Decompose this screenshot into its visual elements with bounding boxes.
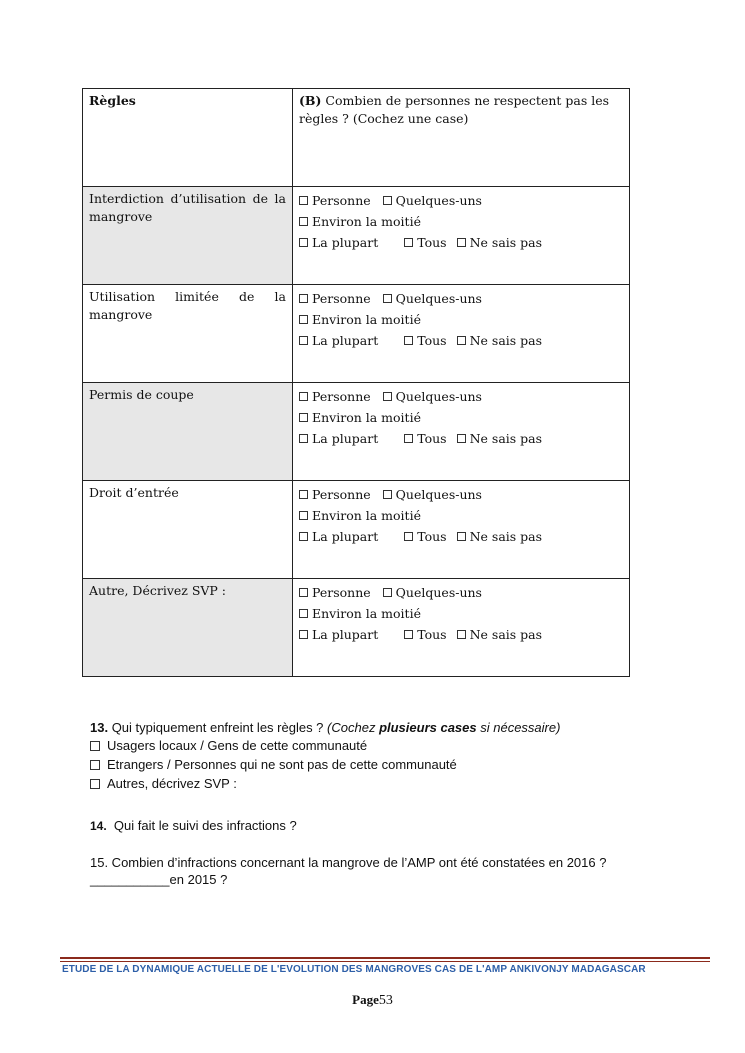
page-label: Page (352, 992, 379, 1007)
option-moitie[interactable] (299, 311, 421, 329)
checkbox[interactable] (404, 336, 413, 345)
page-number (0, 992, 745, 1009)
option-label: Personne (312, 584, 371, 600)
option-label: Quelques-uns (395, 290, 482, 306)
checkbox[interactable] (299, 392, 308, 401)
option-plupart[interactable] (299, 626, 378, 644)
option-moitie[interactable] (299, 605, 421, 623)
rule-label: Permis de coupe (83, 383, 293, 481)
option-label: Autres, décrivez SVP : (107, 776, 237, 791)
table-row (83, 579, 630, 677)
checkbox[interactable] (299, 434, 308, 443)
rule-label: Droit d’entrée (83, 481, 293, 579)
option-label: Quelques-uns (395, 486, 482, 502)
q13-option[interactable] (90, 757, 560, 772)
checkbox[interactable] (299, 588, 308, 597)
option-quelques[interactable] (383, 584, 482, 602)
option-label: La plupart (312, 528, 379, 544)
checkbox[interactable] (457, 238, 466, 247)
option-plupart[interactable] (299, 430, 378, 448)
checkbox[interactable] (299, 196, 308, 205)
table-header-row (83, 89, 630, 187)
answer-line: ___________en 2015 ? (90, 872, 228, 887)
q13-option[interactable] (90, 776, 560, 791)
options-cell (293, 187, 630, 285)
checkbox[interactable] (299, 532, 308, 541)
option-quelques[interactable] (383, 388, 482, 406)
option-label: La plupart (312, 626, 379, 642)
rules-table (82, 88, 630, 677)
option-label: Ne sais pas (469, 430, 543, 446)
option-quelques[interactable] (383, 192, 482, 210)
checkbox[interactable] (457, 630, 466, 639)
table-row (83, 285, 630, 383)
option-label: Ne sais pas (469, 332, 543, 348)
option-label: Ne sais pas (469, 234, 543, 250)
q13-option[interactable] (90, 738, 560, 753)
header-question-b: (B) Combien de personnes ne respectent pas les règles ? (Cochez une case) (293, 89, 630, 187)
option-quelques[interactable] (383, 290, 482, 308)
question-13 (90, 720, 560, 791)
footer-rule (60, 957, 710, 959)
checkbox[interactable] (383, 294, 392, 303)
question-text: Qui typiquement enfreint les règles ? (108, 720, 328, 735)
option-tous[interactable] (404, 234, 446, 252)
option-label: Quelques-uns (395, 388, 482, 404)
option-label: Etrangers / Personnes qui ne sont pas de cette communauté (107, 757, 457, 772)
checkbox[interactable] (457, 532, 466, 541)
option-label: Environ la moitié (312, 409, 421, 425)
option-label: Tous (417, 430, 447, 446)
option-label: La plupart (312, 234, 379, 250)
option-moitie[interactable] (299, 409, 421, 427)
options-cell (293, 285, 630, 383)
option-personne[interactable] (299, 192, 371, 210)
checkbox[interactable] (457, 336, 466, 345)
question-text: Qui fait le suivi des infractions ? (113, 818, 297, 833)
question-number: 14. (90, 819, 107, 833)
question-number: 13. (90, 720, 109, 735)
option-plupart[interactable] (299, 332, 378, 350)
rule-label: Utilisation limitée de la mangrove (83, 285, 293, 383)
option-personne[interactable] (299, 584, 371, 602)
checkbox[interactable] (299, 294, 308, 303)
option-personne[interactable] (299, 388, 371, 406)
question-text: 15. Combien d’infractions concernant la mangrove de l’AMP ont été constatées en 2016 ? (90, 855, 607, 870)
option-label: Tous (417, 528, 447, 544)
option-moitie[interactable] (299, 213, 421, 231)
checkbox[interactable] (90, 760, 100, 770)
checkbox[interactable] (383, 392, 392, 401)
option-ne-sais-pas[interactable] (457, 430, 542, 448)
checkbox[interactable] (299, 238, 308, 247)
option-label: Personne (312, 486, 371, 502)
option-label: Environ la moitié (312, 213, 421, 229)
table-row (83, 187, 630, 285)
checkbox[interactable] (404, 532, 413, 541)
checkbox[interactable] (299, 336, 308, 345)
checkbox[interactable] (404, 238, 413, 247)
option-ne-sais-pas[interactable] (457, 626, 542, 644)
option-label: Tous (417, 626, 447, 642)
option-label: Usagers locaux / Gens de cette communauté (107, 738, 368, 753)
checkbox[interactable] (299, 217, 308, 226)
checkbox[interactable] (90, 741, 100, 751)
option-label: La plupart (312, 332, 379, 348)
option-label: Tous (417, 332, 447, 348)
option-label: Personne (312, 388, 371, 404)
checkbox[interactable] (383, 196, 392, 205)
option-ne-sais-pas[interactable] (457, 234, 542, 252)
option-label: Tous (417, 234, 447, 250)
option-quelques[interactable] (383, 486, 482, 504)
question-15 (90, 855, 606, 887)
checkbox[interactable] (404, 434, 413, 443)
checkbox[interactable] (383, 588, 392, 597)
checkbox[interactable] (457, 434, 466, 443)
header-rules: Règles (83, 89, 293, 187)
option-moitie[interactable] (299, 507, 421, 525)
option-plupart[interactable] (299, 234, 378, 252)
hint: si nécessaire) (476, 720, 561, 735)
option-label: Environ la moitié (312, 311, 421, 327)
checkbox[interactable] (383, 490, 392, 499)
option-tous[interactable] (404, 528, 446, 546)
checkbox[interactable] (299, 490, 308, 499)
option-label: Ne sais pas (469, 528, 543, 544)
option-tous[interactable] (404, 332, 446, 350)
rule-label: Interdiction d’utilisation de la mangrove (83, 187, 293, 285)
option-label: Quelques-uns (395, 192, 482, 208)
options-cell (293, 579, 630, 677)
option-label: Personne (312, 192, 371, 208)
option-ne-sais-pas[interactable] (457, 332, 542, 350)
option-personne[interactable] (299, 486, 371, 504)
checkbox[interactable] (299, 511, 308, 520)
checkbox[interactable] (299, 413, 308, 422)
option-tous[interactable] (404, 626, 446, 644)
option-ne-sais-pas[interactable] (457, 528, 542, 546)
checkbox[interactable] (404, 630, 413, 639)
checkbox[interactable] (90, 779, 100, 789)
options-cell (293, 383, 630, 481)
options-cell (293, 481, 630, 579)
footer-rule (60, 961, 710, 962)
option-label: Personne (312, 290, 371, 306)
option-label: Environ la moitié (312, 605, 421, 621)
option-label: Ne sais pas (469, 626, 543, 642)
checkbox[interactable] (299, 630, 308, 639)
hint: (Cochez (327, 720, 380, 735)
question-14 (90, 818, 297, 833)
option-label: Environ la moitié (312, 507, 421, 523)
option-plupart[interactable] (299, 528, 378, 546)
table-row (83, 383, 630, 481)
checkbox[interactable] (299, 609, 308, 618)
hint-bold: plusieurs cases (379, 720, 477, 735)
checkbox[interactable] (299, 315, 308, 324)
option-label: Quelques-uns (395, 584, 482, 600)
option-personne[interactable] (299, 290, 371, 308)
page-value: 53 (378, 993, 393, 1008)
footer-title: ETUDE DE LA DYNAMIQUE ACTUELLE DE L'EVOLUTION DES MANGROVES CAS DE L'AMP ANKIVONJY MADAGASCAR (62, 964, 646, 975)
table-row (83, 481, 630, 579)
option-label: La plupart (312, 430, 379, 446)
option-tous[interactable] (404, 430, 446, 448)
rule-label: Autre, Décrivez SVP : (83, 579, 293, 677)
